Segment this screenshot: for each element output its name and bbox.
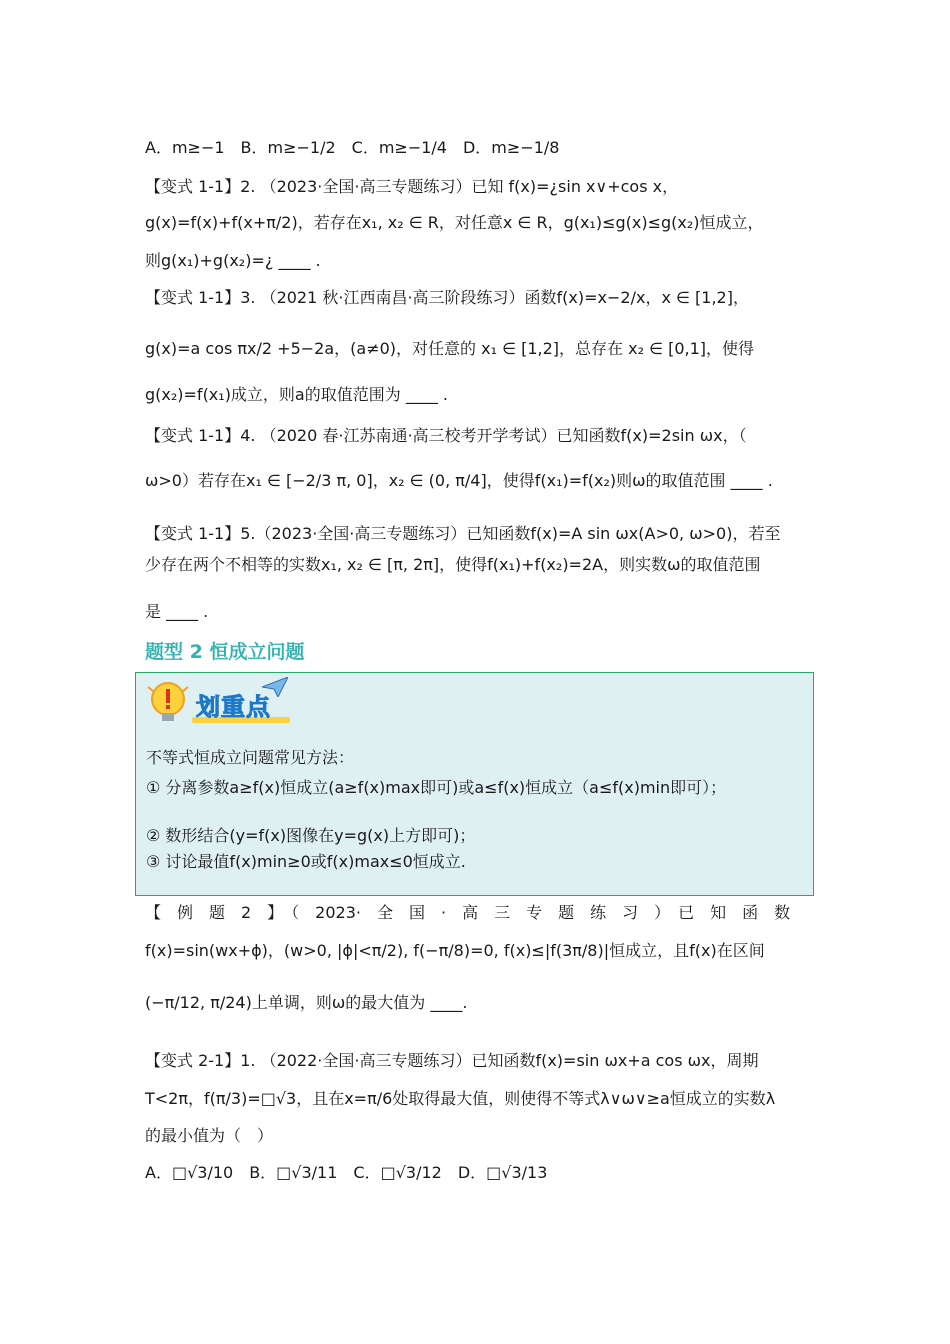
variant-1-1-2-body: g(x)=f(x)+f(x+π/2)，若存在x₁, x₂ ∈ R，对任意x ∈ R，g(x₁)≤g(x)≤g(x₂)恒成立， — [145, 213, 764, 232]
variant-2-1-1-body: T<2π，f(π/3)=□√3，且在x=π/6处取得最大值，则使得不等式λ∨ω∨≥a恒成立的实数λ — [145, 1089, 776, 1108]
variant-2-1-1-options: A．□√3/10 B．□√3/11 C．□√3/12 D．□√3/13 — [145, 1163, 548, 1182]
variant-2-1-1-title: 【变式 2-1】1. （2022·全国·高三专题练习）已知函数f(x)=sin ωx+a cos ωx，周期 — [145, 1051, 759, 1070]
key-point-1: ① 分离参数a≥f(x)恒成立(a≥f(x)max即可)或a≤f(x)恒成立（a≤f(x)min即可）； — [146, 778, 727, 797]
variant-2-1-1-question: 的最小值为（ ） — [145, 1126, 274, 1145]
badge-label: 划重点 — [196, 693, 271, 721]
section-heading: 题型 2 恒成立问题 — [145, 641, 305, 663]
key-points-badge — [144, 677, 289, 727]
variant-1-1-3-answer: g(x₂)=f(x₁)成立，则a的取值范围为 ____ . — [145, 385, 448, 404]
options-line-1: A．m≥−1 B．m≥−1/2 C．m≥−1/4 D．m≥−1/8 — [145, 138, 560, 157]
example-2-answer: (−π/12, π/24)上单调，则ω的最大值为 ____. — [145, 993, 468, 1012]
variant-1-1-3-title: 【变式 1-1】3. （2021 秋·江西南昌·高三阶段练习）函数f(x)=x−2/x，x ∈ [1,2]， — [145, 288, 749, 307]
variant-1-1-4-body: ω>0）若存在x₁ ∈ [−2/3 π, 0]，x₂ ∈ (0, π/4]，使得f(x₁)=f(x₂)则ω的取值范围 ____ . — [145, 471, 773, 490]
paper-plane-icon — [262, 677, 288, 697]
variant-1-1-2-title: 【变式 1-1】2. （2023·全国·高三专题练习）已知 f(x)=¿sin x∨+cos x， — [145, 177, 679, 196]
key-point-3: ③ 讨论最值f(x)min≥0或f(x)max≤0恒成立. — [146, 852, 466, 871]
variant-1-1-4-title: 【变式 1-1】4. （2020 春·江苏南通·高三校考开学考试）已知函数f(x)=2sin ωx，（ — [145, 426, 747, 445]
variant-1-1-5-answer: 是 ____ . — [145, 602, 209, 621]
example-2-title: 【 例 题 2 】 （ 2023· 全 国 · 高 三 专 题 练 习 ） 已 知 函 数 — [145, 903, 791, 922]
key-point-2: ② 数形结合(y=f(x)图像在y=g(x)上方即可)； — [146, 826, 476, 845]
example-2-body: f(x)=sin(wx+ϕ)，(w>0, |ϕ|<π/2), f(−π/8)=0, f(x)≤|f(3π/8)|恒成立，且f(x)在区间 — [145, 941, 765, 960]
key-point-intro: 不等式恒成立问题常见方法： — [146, 748, 355, 767]
key-points-box — [135, 672, 814, 896]
variant-1-1-2-answer: 则g(x₁)+g(x₂)=¿ ____ . — [145, 251, 321, 270]
lightbulb-icon — [144, 677, 192, 727]
variant-1-1-5-title: 【变式 1-1】5.（2023·全国·高三专题练习）已知函数f(x)=A sin ωx(A>0, ω>0)，若至 — [145, 524, 781, 543]
variant-1-1-5-body: 少存在两个不相等的实数x₁, x₂ ∈ [π, 2π]，使得f(x₁)+f(x₂)=2A，则实数ω的取值范围 — [145, 555, 761, 574]
variant-1-1-3-body: g(x)=a cos πx/2 +5−2a，(a≠0)，对任意的 x₁ ∈ [1,2]，总存在 x₂ ∈ [0,1]，使得 — [145, 339, 755, 358]
